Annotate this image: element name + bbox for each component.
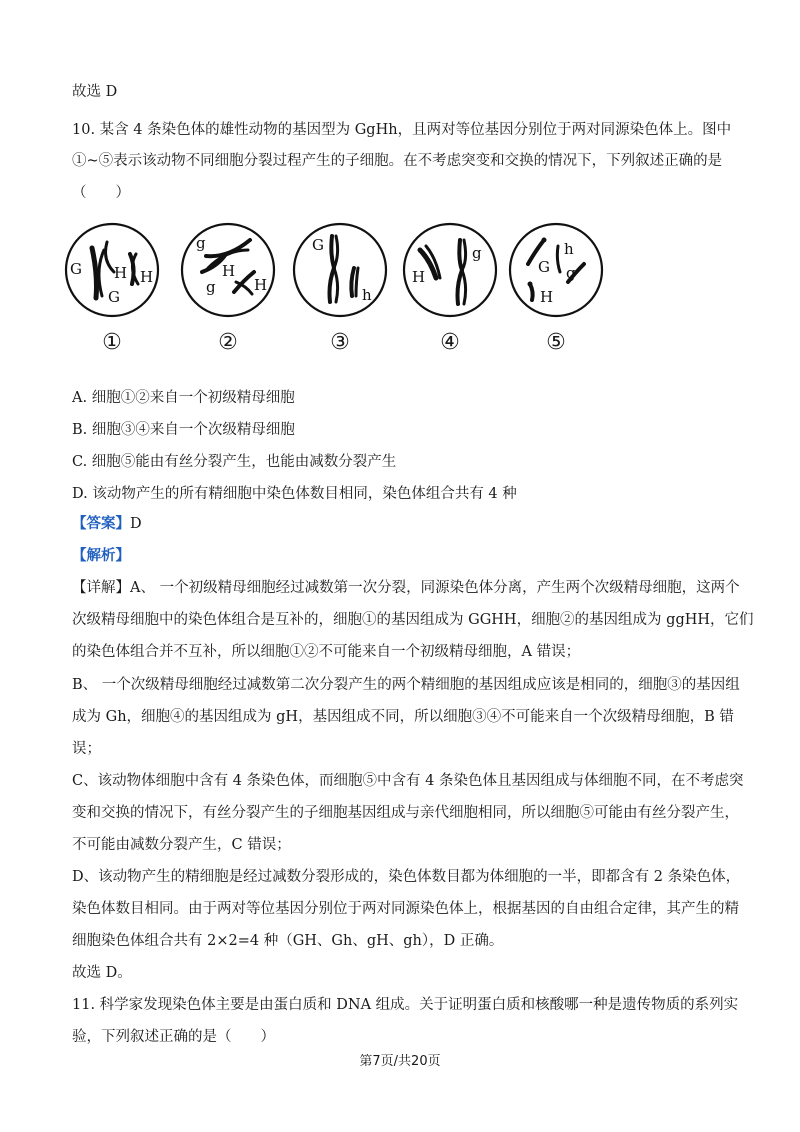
q10-stem-line-2: ①~⑤表示该动物不同细胞分裂过程产生的子细胞。在不考虑突变和交换的情况下，下列叙述正确的是 [72,153,723,169]
cell-4-diagram [400,220,500,320]
cell-1-gene-4: H [140,268,154,286]
q10-option-a: A. 细胞①②来自一个初级精母细胞 [72,390,295,406]
q10-analysis-label [72,546,130,566]
cell-1-label: ① [102,330,122,355]
cell-5-label: ⑤ [546,330,566,355]
q11-stem-line-2: 验，下列叙述正确的是（ ） [72,1029,275,1045]
cell-3-gene-1: G [312,236,324,254]
cell-2-gene-3: g [206,278,216,296]
cell-1-gene-3: G [108,288,120,306]
q10-detail-line-1: 【详解】A、 一个初级精母细胞经过减数第一次分裂，同源染色体分离，产生两个次级精母细胞，这两个 [72,580,740,596]
q10-cell-figure [62,220,622,360]
cell-2-label: ② [218,330,238,355]
q10-detail-line-4: B、 一个次级精母细胞经过减数第二次分裂产生的两个精细胞的基因组成应该是相同的，细胞③的基因组 [72,677,740,693]
q10-detail-line-8: 变和交换的情况下，有丝分裂产生的子细胞基因组成与亲代细胞相同，所以细胞⑤可能由有丝分裂产生， [72,805,739,821]
cell-3-diagram [290,220,390,320]
cell-2-diagram [178,220,278,320]
cell-2-gene-1: g [196,234,206,252]
q10-stem-line-1: 10. 某含 4 条染色体的雄性动物的基因型为 GgHh，且两对等位基因分别位于两对同源染色体上。图中 [72,122,732,138]
cell-2-gene-4: H [254,276,268,294]
q10-detail-line-3: 的染色体组合并不互补，所以细胞①②不可能来自一个初级精母细胞，A 错误； [72,644,581,660]
cell-4-gene-1: H [412,268,426,286]
cell-1-gene-1: G [70,260,82,278]
cell-3-gene-2: h [362,286,372,304]
q10-answer [72,514,142,534]
q10-detail-line-6: 误； [72,741,101,757]
previous-conclusion: 故选 D [72,84,118,100]
q10-stem-line-3: （ ） [72,185,130,201]
answer-value: D [130,516,142,532]
cell-5-gene-1: G [538,258,550,276]
q10-detail-line-2: 次级精母细胞中的染色体组合是互补的，细胞①的基因组成为 GGHH，细胞②的基因组成为 ggHH，它们 [72,612,754,628]
cell-3-label: ③ [330,330,350,355]
q10-option-c: C. 细胞⑤能由有丝分裂产生，也能由减数分裂产生 [72,454,397,470]
q10-detail-line-12: 细胞染色体组合共有 2×2=4 种（GH、Gh、gH、gh），D 正确。 [72,933,504,949]
cell-5-diagram [506,220,606,320]
q10-detail-line-11: 染色体数目相同。由于两对等位基因分别位于两对同源染色体上，根据基因的自由组合定律，其产生的精 [72,901,739,917]
q10-option-d: D. 该动物产生的所有精细胞中染色体数目相同，染色体组合共有 4 种 [72,486,517,502]
q10-detail-line-9: 不可能由减数分裂产生，C 错误； [72,837,291,853]
cell-1-gene-2: H [114,264,128,282]
cell-4-gene-2: g [472,244,482,262]
q10-detail-line-10: D、该动物产生的精细胞是经过减数分裂形成的，染色体数目都为体细胞的一半，即都含有 2 条染色体， [72,869,741,885]
cell-5-gene-4: H [540,288,554,306]
q10-detail-line-5: 成为 Gh，细胞④的基因组成为 gH，基因组成不同，所以细胞③④不可能来自一个次级精母细胞，B 错 [72,709,734,725]
cell-1-diagram [62,220,162,320]
q10-detail-line-7: C、该动物体细胞中含有 4 条染色体，而细胞⑤中含有 4 条染色体且基因组成与体细胞不同，在不考虑突 [72,773,744,789]
q11-stem-line-1: 11. 科学家发现染色体主要是由蛋白质和 DNA 组成。关于证明蛋白质和核酸哪一种是遗传物质的系列实 [72,997,739,1013]
answer-label: 【答案】 [72,515,130,532]
cell-5-gene-3: g [566,264,576,282]
analysis-label: 【解析】 [72,547,130,564]
q10-option-b: B. 细胞③④来自一个次级精母细胞 [72,422,295,438]
q10-conclusion: 故选 D。 [72,965,132,981]
cell-5-gene-2: h [564,240,574,258]
page-footer: 第7页/共20页 [359,1054,441,1069]
cell-4-label: ④ [440,330,460,355]
cell-2-gene-2: H [222,262,236,280]
